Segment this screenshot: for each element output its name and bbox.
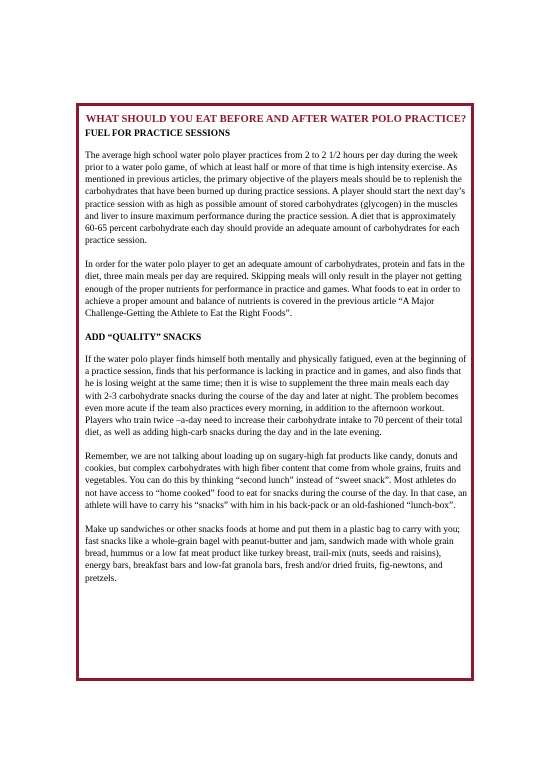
section-heading-snacks: ADD “QUALITY” SNACKS	[85, 333, 202, 344]
paragraph-5: Make up sandwiches or other snacks foods at home and put them in a plastic bag to carry with you; fast snacks like a whole-grain bagel with peanut-butter and jam, sandwich made with whole grain bread, hummus or a low fat meat product like turkey breast, trail-mix (nuts, seeds and raisins), energy bars, breakfast bars and low-fat granola bars, fresh and/or dried fruits, fig-newtons, and pretzels.	[85, 524, 461, 584]
article-title: WHAT SHOULD YOU EAT BEFORE AND AFTER WATER POLO PRACTICE?	[85, 114, 467, 125]
paragraph-4: Remember, we are not talking about loading up on sugary-high fat products like candy, donuts and cookies, but complex carbohydrates with high fiber content that come from whole grains, fruits and vegetables. You can do this by thinking “second lunch” instead of “sweet snack”. Most athletes do not have access to “home cooked” food to eat for snacks during the course of the day. In that case, an athlete will have to carry his “snacks” with him in his back-pack or an old-fashioned “lunch-box”.	[85, 452, 467, 511]
paragraph-1: The average high school water polo player practices from 2 to 2 1/2 hours per day during the week prior to a water polo game, of which at least half or more of that time is high intensity exercise. As mentioned in previous articles, the primary objective of the players meals should be to replenish the carbohydrates that have been burned up during practice sessions. A player should start the next day’s practice session with as high as possible amount of stored carbohydrates (glycogen) in the muscles and liver to insure maximum performance during the practice session. A diet that is approximately 60-65 percent carbohydrate each day should provide an adequate amount of carbohydrates for each practice session.	[85, 151, 466, 247]
paragraph-2: In order for the water polo player to get an adequate amount of carbohydrates, protein and fats in the diet, three main meals per day are required. Skipping meals will only result in the player not getting enough of the proper nutrients for performance in practice and games. What foods to eat in order to achieve a proper amount and balance of nutrients is covered in the previous article “A Major Challenge-Getting the Athlete to Eat the Right Foods”.	[85, 260, 465, 319]
section-heading-fuel: FUEL FOR PRACTICE SESSIONS	[85, 129, 231, 139]
paragraph-3: If the water polo player finds himself both mentally and physically fatigued, even at the beginning of a practice session, finds that his performance is lacking in practice and in games, and also finds that he is losing weight at the same time; then it is wise to supplement the three main meals each day with 2-3 carbohydrate snacks during the course of the day and later at night. The problem becomes even more acute if the team also practices every morning, in addition to the afternoon workout. Players who train twice –a-day need to increase their carbohydrate intake to 70 percent of their total diet, as well as adding high-carb snacks during the day and in the late evening.	[85, 355, 467, 438]
article-frame	[76, 103, 474, 681]
